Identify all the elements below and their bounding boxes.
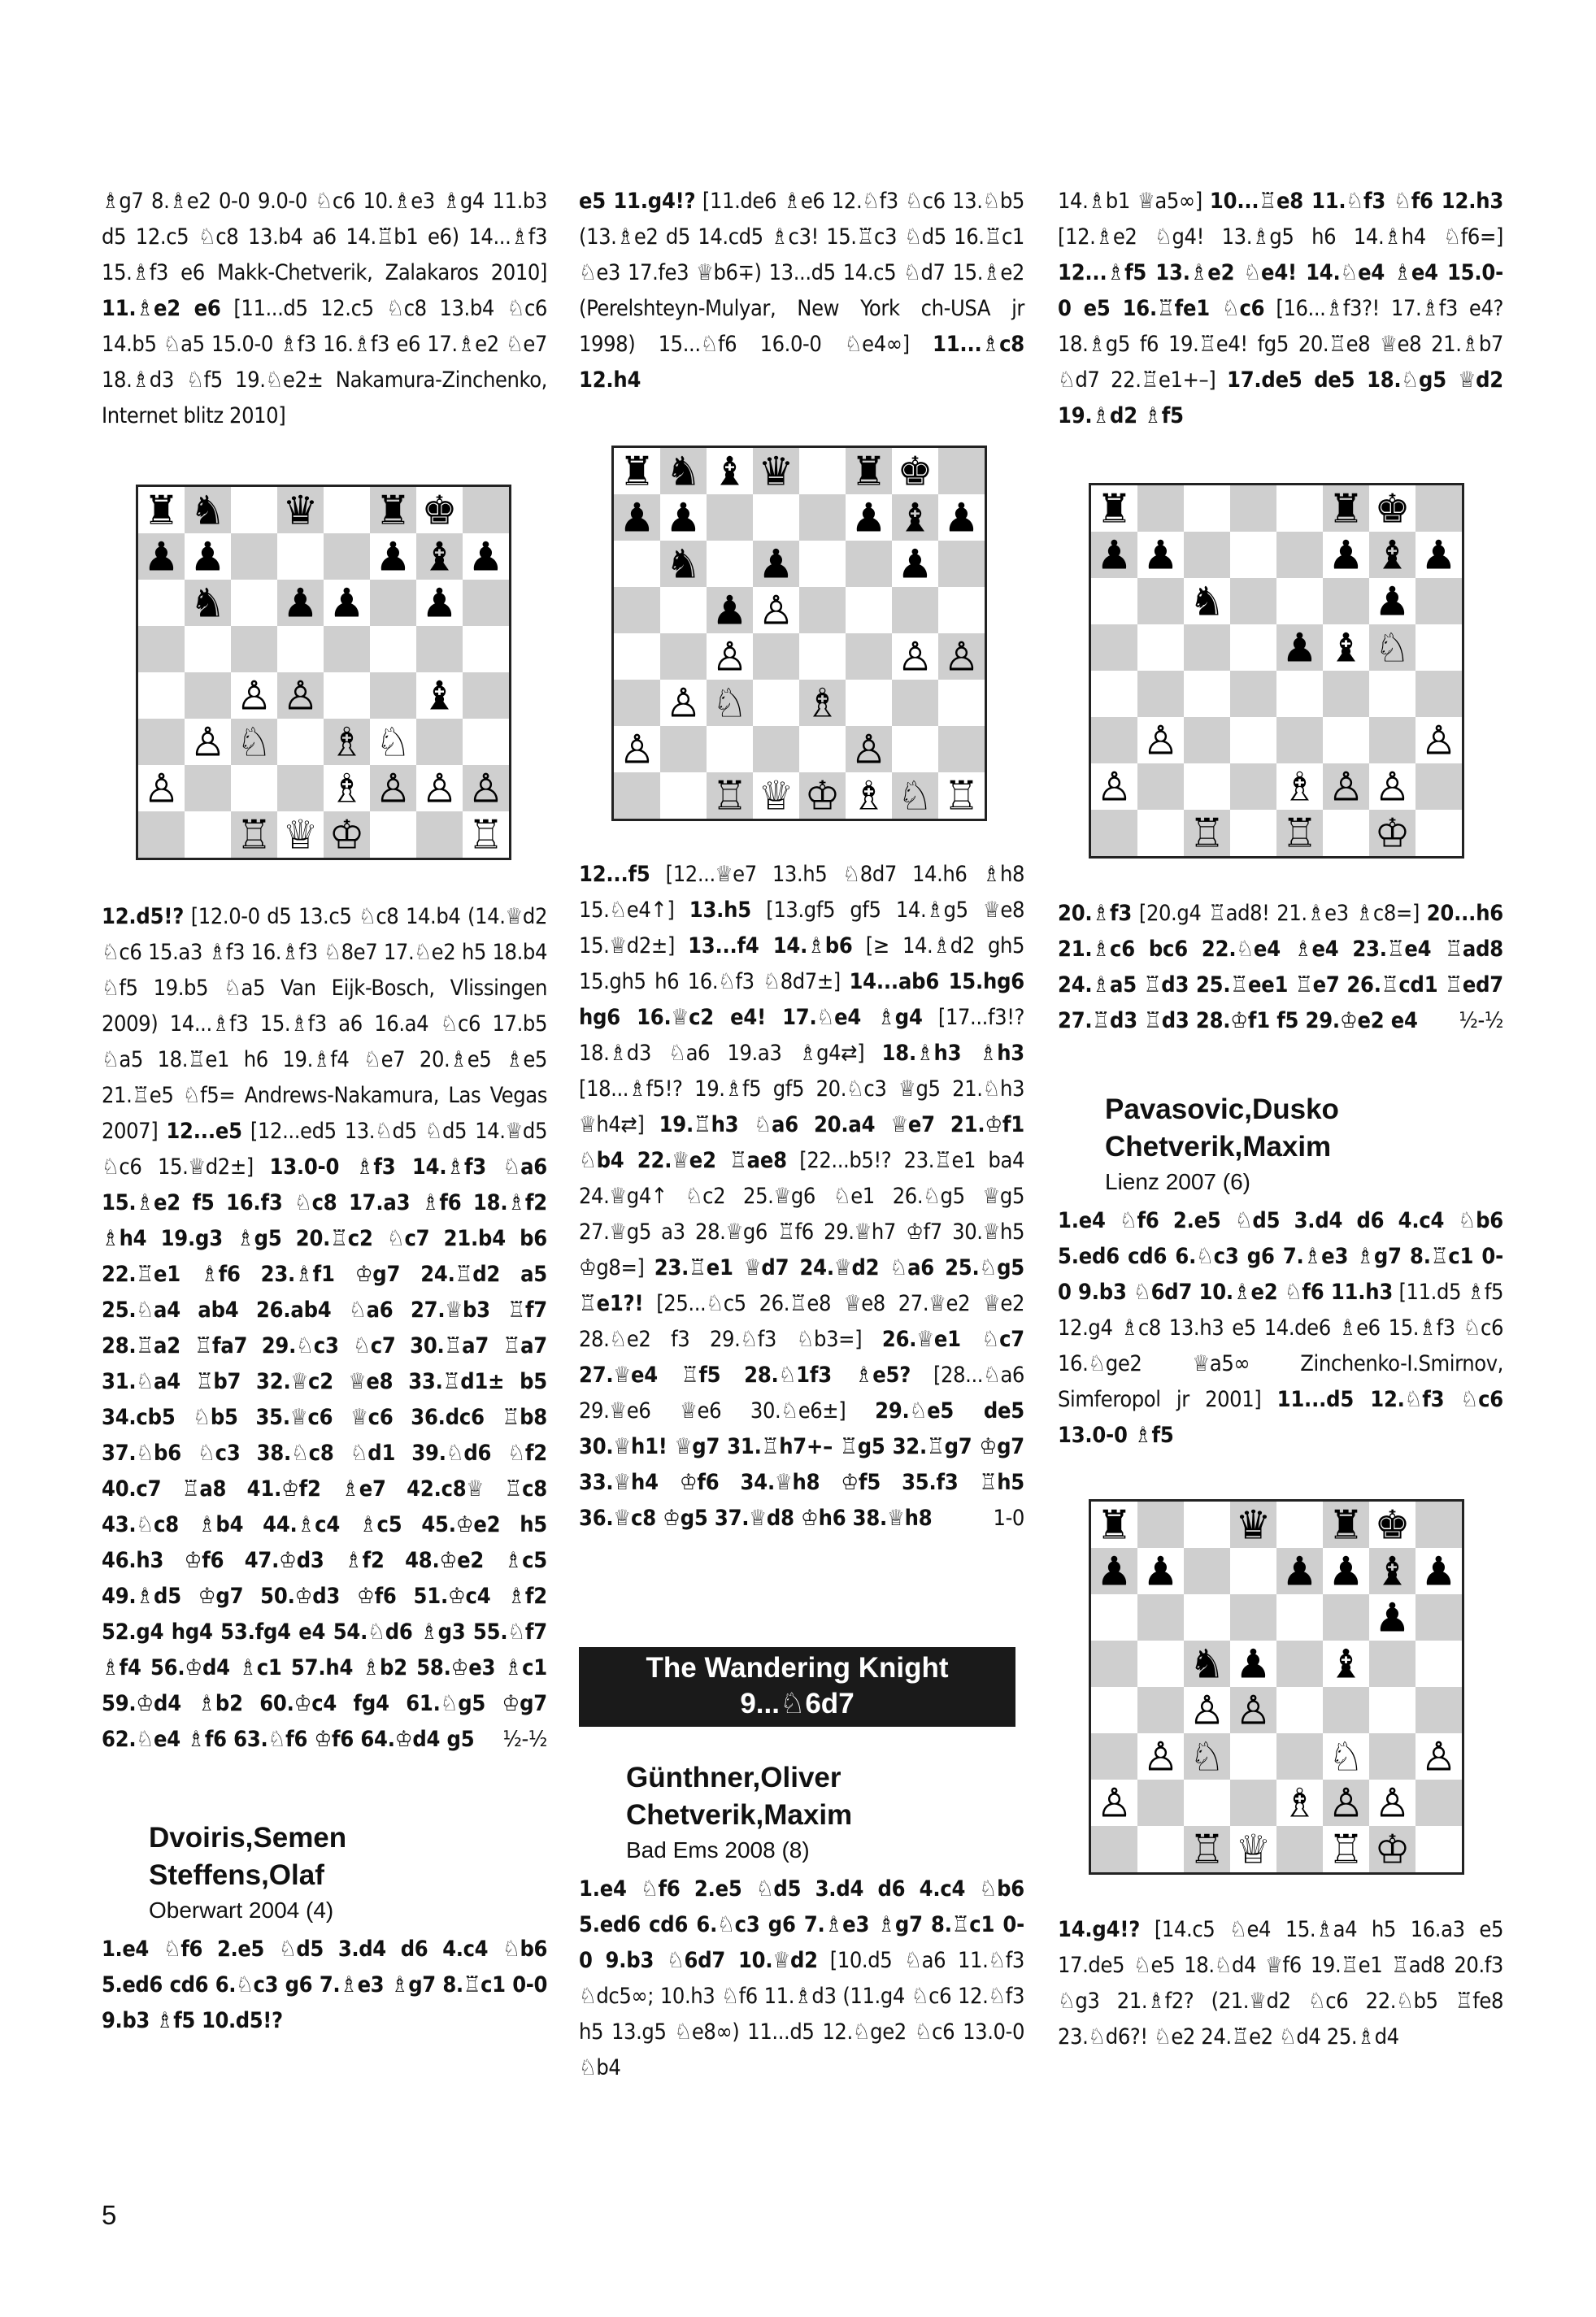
column-2 xyxy=(579,184,1024,2086)
white-rook-icon: ♖ xyxy=(1189,809,1225,856)
dark-square xyxy=(1137,671,1184,717)
white-knight-icon: ♘ xyxy=(897,772,933,819)
dark-square xyxy=(138,811,185,858)
black-bishop-icon: ♝ xyxy=(1328,624,1364,672)
game-event: Lienz 2007 (6) xyxy=(1105,1169,1251,1194)
white-king-icon: ♔ xyxy=(804,772,841,819)
black-pawn-icon: ♟ xyxy=(1420,531,1457,579)
dark-square xyxy=(370,580,416,626)
game-event: Bad Ems 2008 (8) xyxy=(626,1837,810,1863)
dark-square xyxy=(1091,1641,1137,1687)
black-bishop-icon: ♝ xyxy=(421,672,458,719)
white-pawn-icon: ♙ xyxy=(1142,716,1179,764)
black-pawn-icon: ♟ xyxy=(665,493,702,541)
dark-square xyxy=(231,533,277,580)
black-pawn-icon: ♟ xyxy=(1096,531,1133,579)
white-pawn-icon: ♙ xyxy=(1374,763,1411,811)
white-bishop-icon: ♗ xyxy=(328,718,365,766)
dark-square xyxy=(1137,1687,1184,1733)
light-square xyxy=(799,448,846,494)
light-square xyxy=(1276,1594,1323,1641)
black-bishop-icon: ♝ xyxy=(711,448,748,495)
white-pawn-icon: ♙ xyxy=(421,764,458,812)
white-queen-icon: ♕ xyxy=(758,772,794,819)
game-result: ½-½ xyxy=(502,1727,547,1752)
dark-square xyxy=(1091,1733,1137,1780)
white-pawn-icon: ♙ xyxy=(711,633,748,680)
white-rook-icon: ♖ xyxy=(1281,809,1318,856)
white-pawn-icon: ♙ xyxy=(619,725,655,773)
game-moves: 1.e4 ♘f6 2.e5 ♘d5 3.d4 d6 4.c4 ♘b6 5.ed6 cd6 6.♘c3 g6 7.♗e3 ♗g7 8.♖c1 0-0 9.b3 ♗f5 10.d5!? xyxy=(102,1937,547,2033)
dark-square xyxy=(892,680,938,726)
diagram-2 xyxy=(611,446,987,821)
black-pawn-icon: ♟ xyxy=(897,540,933,588)
light-square xyxy=(324,672,370,719)
black-bishop-icon: ♝ xyxy=(1374,531,1411,579)
col2-paragraph-2: 12...f5 [12...♕e7 13.h5 ♘8d7 14.h6 ♗h8 15.♘e4↑] 13.h5 [13.gf5 gf5 14.♗g5 ♕e8 15.♕d2±] 13...f4 14.♗b6 [≥ 14.♗d2 gh5 15.gh5 h6 16.♘f3 ♘8d7±] 14...ab6 15.hg6 hg6 16.♕c2 e4! 17.♘e4 ♗g4 [17...f3!? 18.♗d3 ♘a6 19.a3 ♗g4⇄] 18.♗h3 ♗h3 [18...♗f5!? 19.♗f5 gf5 20.♘c3 ♕g5 21.♘h3 ♕h4⇄] 19.♖h3 ♘a6 20.a4 ♕e7 21.♔f1 ♘b4 22.♕e2 ♖ae8 [22...b5!? 23.♖e1 ba4 24.♕g4↑ ♘c2 25.♕g6 ♘e1 26.♘g5 ♕g5 27.♕g5 a3 28.♕g6 ♖f6 29.♕h7 ♔f7 30.♕h5 ♔g8=] 23.♖e1 ♕d7 24.♕d2 ♘a6 25.♘g5 ♖e1?! [25...♘c5 26.♖e8 ♕e8 27.♕e2 ♕e2 28.♘e2 f3 29.♘f3 ♘b3=] 26.♕e1 ♘c7 27.♕e4 ♖f5 28.♘1f3 ♗e5? [28...♘a6 29.♕e6 ♕e6 30.♘e6±] 29.♘e5 de5 30.♕h1! ♕g7 31.♖h7+– ♖g5 32.♖g7 ♔g7 33.♕h4 ♔f6 34.♕h8 ♔f5 35.f3 ♖h5 36.♕c8 ♔g5 37.♕d8 ♔h6 38.♕h8 1-0 xyxy=(579,857,1024,1537)
column-1 xyxy=(102,184,547,2039)
dark-square xyxy=(1323,1687,1369,1733)
light-square xyxy=(1276,1687,1323,1733)
white-bishop-icon: ♗ xyxy=(850,772,887,819)
white-knight-icon: ♘ xyxy=(1189,1732,1225,1780)
light-square xyxy=(1137,810,1184,856)
light-square xyxy=(463,719,509,765)
dark-square xyxy=(1230,763,1276,810)
black-rook-icon: ♜ xyxy=(619,448,655,495)
col3-paragraph-2: 20.♗f3 [20.g4 ♖ad8! 21.♗e3 ♗c8=] 20...h6 21.♗c6 bc6 22.♘e4 ♗e4 23.♖e4 ♖ad8 24.♗a5 ♖d3 25.♖ee1 ♖e7 26.♖cd1 ♖ed7 27.♖d3 ♖d3 28.♔f1 f5 29.♔e2 e4 ½-½ xyxy=(1058,896,1503,1039)
black-pawn-icon: ♟ xyxy=(421,579,458,627)
dark-square xyxy=(753,633,799,680)
dark-square xyxy=(614,772,660,819)
diagram-1 xyxy=(136,485,511,860)
dark-square xyxy=(1416,485,1462,532)
dark-square xyxy=(324,533,370,580)
white-rook-icon: ♖ xyxy=(467,811,504,858)
game-result: ½-½ xyxy=(1459,1008,1503,1033)
chessboard xyxy=(1091,1502,1462,1872)
col1-paragraph-1: ♗g7 8.♗e2 0-0 9.0-0 ♘c6 10.♗e3 ♗g4 11.b3 d5 12.c5 ♘c8 13.b4 a6 14.♖b1 e6) 14...♗f3 15.♗f3 e6 Makk-Chetverik, Zalakaros 2010] 11.♗e2 e6 [11...d5 12.c5 ♘c8 13.b4 ♘c6 14.b5 ♘a5 15.0-0 ♗f3 16.♗f3 e6 17.♗e2 ♘e7 18.♗d3 ♘f5 19.♘e2± Nakamura-Zinchenko, Internet blitz 2010] xyxy=(102,189,547,428)
dark-square xyxy=(1091,624,1137,671)
dark-square xyxy=(1137,1502,1184,1548)
white-pawn-icon: ♙ xyxy=(1096,763,1133,811)
light-square xyxy=(231,580,277,626)
white-pawn-icon: ♙ xyxy=(1328,1779,1364,1827)
dark-square xyxy=(1369,1641,1416,1687)
black-player-name: Chetverik,Maxim xyxy=(626,1799,853,1831)
light-square xyxy=(1091,578,1137,624)
white-queen-icon: ♕ xyxy=(1235,1825,1272,1872)
light-square xyxy=(1230,1548,1276,1594)
black-queen-icon: ♛ xyxy=(282,487,319,534)
column-3 xyxy=(1058,184,1503,2055)
black-king-icon: ♚ xyxy=(1374,485,1411,533)
black-pawn-icon: ♟ xyxy=(328,579,365,627)
black-pawn-icon: ♟ xyxy=(1328,1547,1364,1595)
light-square xyxy=(1230,810,1276,856)
dark-square xyxy=(1184,1548,1230,1594)
white-knight-icon: ♘ xyxy=(236,718,272,766)
diagram-3 xyxy=(1089,483,1464,859)
dark-square xyxy=(370,672,416,719)
black-queen-icon: ♛ xyxy=(1235,1502,1272,1549)
game-moves: 1.e4 ♘f6 2.e5 ♘d5 3.d4 d6 4.c4 ♘b6 5.ed6 cd6 6.♘c3 g6 7.♗e3 ♗g7 8.♖c1 0-0 9.b3 ♘6d7 10.♗e2 ♘f6 11.h3 [11.d5 ♗f5 12.g4 ♗c8 13.h3 e5 14.de6 ♗e6 15.♗f3 ♘c6 16.♘ge2 ♕a5∞ Zinchenko-I.Smirnov, Simferopol jr 2001] 11...d5 12.♘f3 ♘c6 13.0-0 ♗f5 xyxy=(1058,1208,1504,1448)
light-square xyxy=(614,541,660,587)
dark-square xyxy=(1137,1594,1184,1641)
dark-square xyxy=(892,587,938,633)
black-pawn-icon: ♟ xyxy=(282,579,319,627)
white-bishop-icon: ♗ xyxy=(328,764,365,812)
white-pawn-icon: ♙ xyxy=(282,672,319,719)
dark-square xyxy=(1323,578,1369,624)
dark-square xyxy=(1091,717,1137,763)
black-knight-icon: ♞ xyxy=(665,448,702,495)
light-square xyxy=(1369,671,1416,717)
dark-square xyxy=(277,765,324,811)
light-square xyxy=(1230,624,1276,671)
dark-square xyxy=(1276,1826,1323,1872)
light-square xyxy=(753,494,799,541)
white-rook-icon: ♖ xyxy=(236,811,272,858)
white-bishop-icon: ♗ xyxy=(1281,763,1318,811)
black-knight-icon: ♞ xyxy=(1189,577,1225,625)
col3-paragraph-1: 14.♗b1 ♕a5∞] 10...♖e8 11.♘f3 ♘f6 12.h3 [12.♗e2 ♘g4! 13.♗g5 h6 14.♗h4 ♘f6=] 12...♗f5 13.♗e2 ♘e4! 14.♘e4 ♗e4 15.0-0 e5 16.♖fe1 ♘c6 [16...♗f3?! 17.♗f3 e4? 18.♗g5 f6 19.♖e4! fg5 20.♖e8 ♕e8 21.♗b7 ♘d7 22.♖e1+–] 17.de5 de5 18.♘g5 ♕d2 19.♗d2 ♗f5 xyxy=(1058,189,1504,428)
light-square xyxy=(846,680,892,726)
light-square xyxy=(1230,532,1276,578)
light-square xyxy=(1416,1826,1462,1872)
black-pawn-icon: ♟ xyxy=(1328,531,1364,579)
white-knight-icon: ♘ xyxy=(711,679,748,727)
game-result: 1-0 xyxy=(993,1506,1024,1531)
col1-paragraph-2: 12.d5!? [12.0-0 d5 13.c5 ♘c8 14.b4 (14.♕d2 ♘c6 15.a3 ♗f3 16.♗f3 ♘8e7 17.♘e2 h5 18.b4 ♘f5 19.b5 ♘a5 Van Eijk-Bosch, Vlissingen 2009) 14...♗f3 15.♗f3 a6 16.a4 ♘c6 17.b5 ♘a5 18.♖e1 h6 19.♗f4 ♘e7 20.♗e5 ♗e5 21.♖e5 ♘f5= Andrews-Nakamura, Las Vegas 2007] 12...e5 [12...ed5 13.♘d5 ♘d5 14.♕d5 ♘c6 15.♕d2±] 13.0-0 ♗f3 14.♗f3 ♘a6 15.♗e2 f5 16.f3 ♘c8 17.a3 ♗f6 18.♗f2 ♗h4 19.g3 ♗g5 20.♖c2 ♘c7 21.b4 b6 22.♖e1 ♗f6 23.♗f1 ♔g7 24.♖d2 a5 25.♘a4 ab4 26.ab4 ♘a6 27.♕b3 ♖f7 28.♖a2 ♖fa7 29.♘c3 ♘c7 30.♖a7 ♖a7 31.♘a4 ♖b7 32.♕c2 ♕e8 33.♖d1± b5 34.cb5 ♘b5 35.♕c6 ♕c6 36.dc6 ♖b8 37.♘b6 ♘c3 38.♘c8 ♘d1 39.♘d6 ♘f2 40.c7 ♖a8 41.♔f2 ♗e7 42.c8♕ ♖c8 43.♘c8 ♗b4 44.♗c4 ♗c5 45.♔e2 h5 46.h3 ♔f6 47.♔d3 ♗f2 48.♔e2 ♗c5 49.♗d5 ♔g7 50.♔d3 ♔f6 51.♔c4 ♗f2 52.g4 hg4 53.fg4 e4 54.♘d6 ♗g3 55.♘f7 ♗f4 56.♔d4 ♗c1 57.h4 ♗b2 58.♔e3 ♗c1 59.♔d4 ♗b2 60.♔c4 fg4 61.♘g5 ♔g7 62.♘e4 ♗f6 63.♘f6 ♔f6 64.♔d4 g5 ½-½ xyxy=(102,899,547,1758)
dark-square xyxy=(463,580,509,626)
white-pawn-icon: ♙ xyxy=(897,633,933,680)
chapter-title: The Wandering Knight xyxy=(646,1652,949,1684)
light-square xyxy=(1137,1641,1184,1687)
white-king-icon: ♔ xyxy=(1374,809,1411,856)
white-rook-icon: ♖ xyxy=(1328,1825,1364,1872)
dark-square xyxy=(614,587,660,633)
black-pawn-icon: ♟ xyxy=(1374,1593,1411,1641)
black-rook-icon: ♜ xyxy=(850,448,887,495)
light-square xyxy=(1184,1502,1230,1548)
dark-square xyxy=(1091,1826,1137,1872)
dark-square xyxy=(938,726,985,772)
light-square xyxy=(1184,763,1230,810)
diagram-4 xyxy=(1089,1499,1464,1875)
black-pawn-icon: ♟ xyxy=(1096,1547,1133,1595)
light-square xyxy=(1184,1780,1230,1826)
dark-square xyxy=(1184,624,1230,671)
dark-square xyxy=(1416,578,1462,624)
white-pawn-icon: ♙ xyxy=(1142,1732,1179,1780)
dark-square xyxy=(1276,717,1323,763)
dark-square xyxy=(138,626,185,672)
black-king-icon: ♚ xyxy=(1374,1502,1411,1549)
white-pawn-icon: ♙ xyxy=(1374,1779,1411,1827)
white-king-icon: ♔ xyxy=(328,811,365,858)
light-square xyxy=(1276,578,1323,624)
light-square xyxy=(799,726,846,772)
light-square xyxy=(138,580,185,626)
white-pawn-icon: ♙ xyxy=(1235,1686,1272,1734)
dark-square xyxy=(753,726,799,772)
dark-square xyxy=(1137,763,1184,810)
dark-square xyxy=(1276,1733,1323,1780)
dark-square xyxy=(1230,1594,1276,1641)
light-square xyxy=(1091,1594,1137,1641)
chessboard xyxy=(1091,485,1462,856)
black-knight-icon: ♞ xyxy=(665,540,702,588)
dark-square xyxy=(1416,671,1462,717)
white-pawn-icon: ♙ xyxy=(236,672,272,719)
light-square xyxy=(660,587,707,633)
white-knight-icon: ♘ xyxy=(375,718,411,766)
light-square xyxy=(231,765,277,811)
white-player-name: Pavasovic,Dusko xyxy=(1105,1093,1339,1125)
dark-square xyxy=(614,680,660,726)
light-square xyxy=(799,633,846,680)
dark-square xyxy=(707,494,753,541)
chessboard xyxy=(138,487,509,858)
white-pawn-icon: ♙ xyxy=(467,764,504,812)
black-pawn-icon: ♟ xyxy=(1281,624,1318,672)
game-event: Oberwart 2004 (4) xyxy=(149,1898,334,1923)
dark-square xyxy=(416,719,463,765)
black-king-icon: ♚ xyxy=(421,487,458,534)
dark-square xyxy=(1230,1780,1276,1826)
dark-square xyxy=(1416,1780,1462,1826)
black-rook-icon: ♜ xyxy=(1328,1502,1364,1549)
light-square xyxy=(614,633,660,680)
light-square xyxy=(846,587,892,633)
light-square xyxy=(324,487,370,533)
light-square xyxy=(707,726,753,772)
black-pawn-icon: ♟ xyxy=(619,493,655,541)
light-square xyxy=(277,719,324,765)
dark-square xyxy=(1276,532,1323,578)
black-rook-icon: ♜ xyxy=(375,487,411,534)
light-square xyxy=(1276,671,1323,717)
light-square xyxy=(938,680,985,726)
black-player-name: Chetverik,Maxim xyxy=(1105,1131,1332,1163)
white-pawn-icon: ♙ xyxy=(758,586,794,634)
black-king-icon: ♚ xyxy=(897,448,933,495)
white-pawn-icon: ♙ xyxy=(1189,1686,1225,1734)
dark-square xyxy=(1230,578,1276,624)
light-square xyxy=(138,672,185,719)
white-bishop-icon: ♗ xyxy=(804,679,841,727)
dark-square xyxy=(1369,1733,1416,1780)
light-square xyxy=(938,587,985,633)
black-pawn-icon: ♟ xyxy=(1142,531,1179,579)
light-square xyxy=(753,680,799,726)
dark-square xyxy=(185,672,231,719)
black-pawn-icon: ♟ xyxy=(375,533,411,580)
light-square xyxy=(1184,671,1230,717)
dark-square xyxy=(938,448,985,494)
col2-paragraph-1: e5 11.g4!? [11.de6 ♗e6 12.♘f3 ♘c6 13.♘b5 (13.♗e2 d5 14.cd5 ♗c3! 15.♖c3 ♘d5 16.♖c1 ♘e3 17.fe3 ♕b6∓) 13...d5 14.c5 ♘d7 15.♗e2 (Perelshteyn-Mulyar, New York ch-USA jr 1998) 15...♘f6 16.0-0 ♘e4∞] 11...♗c8 12.h4 xyxy=(579,189,1024,393)
black-rook-icon: ♜ xyxy=(1096,1502,1133,1549)
chapter-heading xyxy=(579,1647,1015,1727)
white-rook-icon: ♖ xyxy=(943,772,980,819)
white-pawn-icon: ♙ xyxy=(850,725,887,773)
black-pawn-icon: ♟ xyxy=(1374,577,1411,625)
white-queen-icon: ♕ xyxy=(282,811,319,858)
dark-square xyxy=(1230,671,1276,717)
dark-square xyxy=(846,633,892,680)
white-rook-icon: ♖ xyxy=(711,772,748,819)
white-pawn-icon: ♙ xyxy=(1096,1779,1133,1827)
black-rook-icon: ♜ xyxy=(1096,485,1133,533)
black-player-name: Steffens,Olaf xyxy=(149,1859,324,1891)
white-player-name: Günthner,Oliver xyxy=(626,1762,841,1793)
dark-square xyxy=(799,494,846,541)
black-pawn-icon: ♟ xyxy=(943,493,980,541)
dark-square xyxy=(1416,1687,1462,1733)
game-moves: 1.e4 ♘f6 2.e5 ♘d5 3.d4 d6 4.c4 ♘b6 5.ed6 cd6 6.♘c3 g6 7.♗e3 ♗g7 8.♖c1 0-0 9.b3 ♘6d7 10.♕d2 [10.d5 ♘a6 11.♘f3 ♘dc5∞; 10.h3 ♘f6 11.♗d3 (11.g4 ♘c6 12.♘f3 h5 13.g5 ♘e8∞) 11...d5 12.♘ge2 ♘c6 13.0-0 ♘b4 xyxy=(579,1876,1024,2080)
light-square xyxy=(1230,717,1276,763)
dark-square xyxy=(938,541,985,587)
light-square xyxy=(185,811,231,858)
light-square xyxy=(1276,485,1323,532)
white-pawn-icon: ♙ xyxy=(943,633,980,680)
dark-square xyxy=(1184,532,1230,578)
light-square xyxy=(231,487,277,533)
black-rook-icon: ♜ xyxy=(143,487,180,534)
light-square xyxy=(799,541,846,587)
dark-square xyxy=(1369,717,1416,763)
chessboard xyxy=(614,448,985,819)
dark-square xyxy=(1416,1594,1462,1641)
light-square xyxy=(1137,1826,1184,1872)
black-knight-icon: ♞ xyxy=(1189,1640,1225,1688)
dark-square xyxy=(1323,671,1369,717)
light-square xyxy=(707,541,753,587)
dark-square xyxy=(1416,1502,1462,1548)
dark-square xyxy=(463,487,509,533)
black-pawn-icon: ♟ xyxy=(143,533,180,580)
black-pawn-icon: ♟ xyxy=(1420,1547,1457,1595)
light-square xyxy=(277,533,324,580)
white-pawn-icon: ♙ xyxy=(1420,716,1457,764)
light-square xyxy=(1091,1687,1137,1733)
light-square xyxy=(1416,810,1462,856)
light-square xyxy=(1230,1733,1276,1780)
white-player-name: Dvoiris,Semen xyxy=(149,1822,347,1854)
black-pawn-icon: ♟ xyxy=(189,533,226,580)
dark-square xyxy=(1323,1594,1369,1641)
black-pawn-icon: ♟ xyxy=(850,493,887,541)
light-square xyxy=(370,811,416,858)
black-bishop-icon: ♝ xyxy=(897,493,933,541)
white-pawn-icon: ♙ xyxy=(1328,763,1364,811)
black-rook-icon: ♜ xyxy=(1328,485,1364,533)
white-pawn-icon: ♙ xyxy=(665,679,702,727)
light-square xyxy=(185,626,231,672)
light-square xyxy=(463,626,509,672)
dark-square xyxy=(463,672,509,719)
black-knight-icon: ♞ xyxy=(189,487,226,534)
light-square xyxy=(1091,671,1137,717)
dark-square xyxy=(1137,1780,1184,1826)
black-pawn-icon: ♟ xyxy=(1235,1640,1272,1688)
light-square xyxy=(1323,717,1369,763)
black-bishop-icon: ♝ xyxy=(1328,1640,1364,1688)
light-square xyxy=(1137,624,1184,671)
light-square xyxy=(892,726,938,772)
dark-square xyxy=(1137,485,1184,532)
black-queen-icon: ♛ xyxy=(758,448,794,495)
dark-square xyxy=(1091,810,1137,856)
dark-square xyxy=(799,587,846,633)
white-knight-icon: ♘ xyxy=(1328,1732,1364,1780)
dark-square xyxy=(1276,1641,1323,1687)
white-bishop-icon: ♗ xyxy=(1281,1779,1318,1827)
black-bishop-icon: ♝ xyxy=(1374,1547,1411,1595)
black-pawn-icon: ♟ xyxy=(711,586,748,634)
page-number: 5 xyxy=(102,2200,117,2230)
col3-paragraph-3: 14.g4!? [14.c5 ♘e4 15.♗a4 h5 16.a3 e5 17.de5 ♘e5 18.♘d4 ♕f6 19.♖e1 ♖ad8 20.f3 ♘g3 21.♗f2? (21.♕d2 ♘c6 22.♘b5 ♖fe8 23.♘d6?! ♘e2 24.♖e2 ♘d4 25.♗d4 xyxy=(1058,1917,1503,2050)
dark-square xyxy=(1184,717,1230,763)
white-pawn-icon: ♙ xyxy=(143,764,180,812)
dark-square xyxy=(660,633,707,680)
black-pawn-icon: ♟ xyxy=(758,540,794,588)
light-square xyxy=(660,772,707,819)
chapter-subtitle: 9...♘6d7 xyxy=(740,1688,855,1719)
dark-square xyxy=(416,626,463,672)
light-square xyxy=(1323,810,1369,856)
dark-square xyxy=(1137,578,1184,624)
black-bishop-icon: ♝ xyxy=(421,533,458,580)
dark-square xyxy=(185,765,231,811)
dark-square xyxy=(660,726,707,772)
black-pawn-icon: ♟ xyxy=(467,533,504,580)
white-rook-icon: ♖ xyxy=(1189,1825,1225,1872)
light-square xyxy=(1416,624,1462,671)
white-pawn-icon: ♙ xyxy=(375,764,411,812)
dark-square xyxy=(324,626,370,672)
dark-square xyxy=(846,541,892,587)
white-pawn-icon: ♙ xyxy=(189,718,226,766)
light-square xyxy=(1369,1687,1416,1733)
white-pawn-icon: ♙ xyxy=(1420,1732,1457,1780)
dark-square xyxy=(231,626,277,672)
light-square xyxy=(1184,485,1230,532)
light-square xyxy=(277,626,324,672)
black-knight-icon: ♞ xyxy=(189,579,226,627)
black-pawn-icon: ♟ xyxy=(1281,1547,1318,1595)
light-square xyxy=(1416,1641,1462,1687)
black-pawn-icon: ♟ xyxy=(1142,1547,1179,1595)
dark-square xyxy=(416,811,463,858)
white-king-icon: ♔ xyxy=(1374,1825,1411,1872)
white-knight-icon: ♘ xyxy=(1374,624,1411,672)
dark-square xyxy=(1230,485,1276,532)
light-square xyxy=(1276,1502,1323,1548)
light-square xyxy=(370,626,416,672)
light-square xyxy=(1184,1594,1230,1641)
dark-square xyxy=(1416,763,1462,810)
dark-square xyxy=(138,719,185,765)
